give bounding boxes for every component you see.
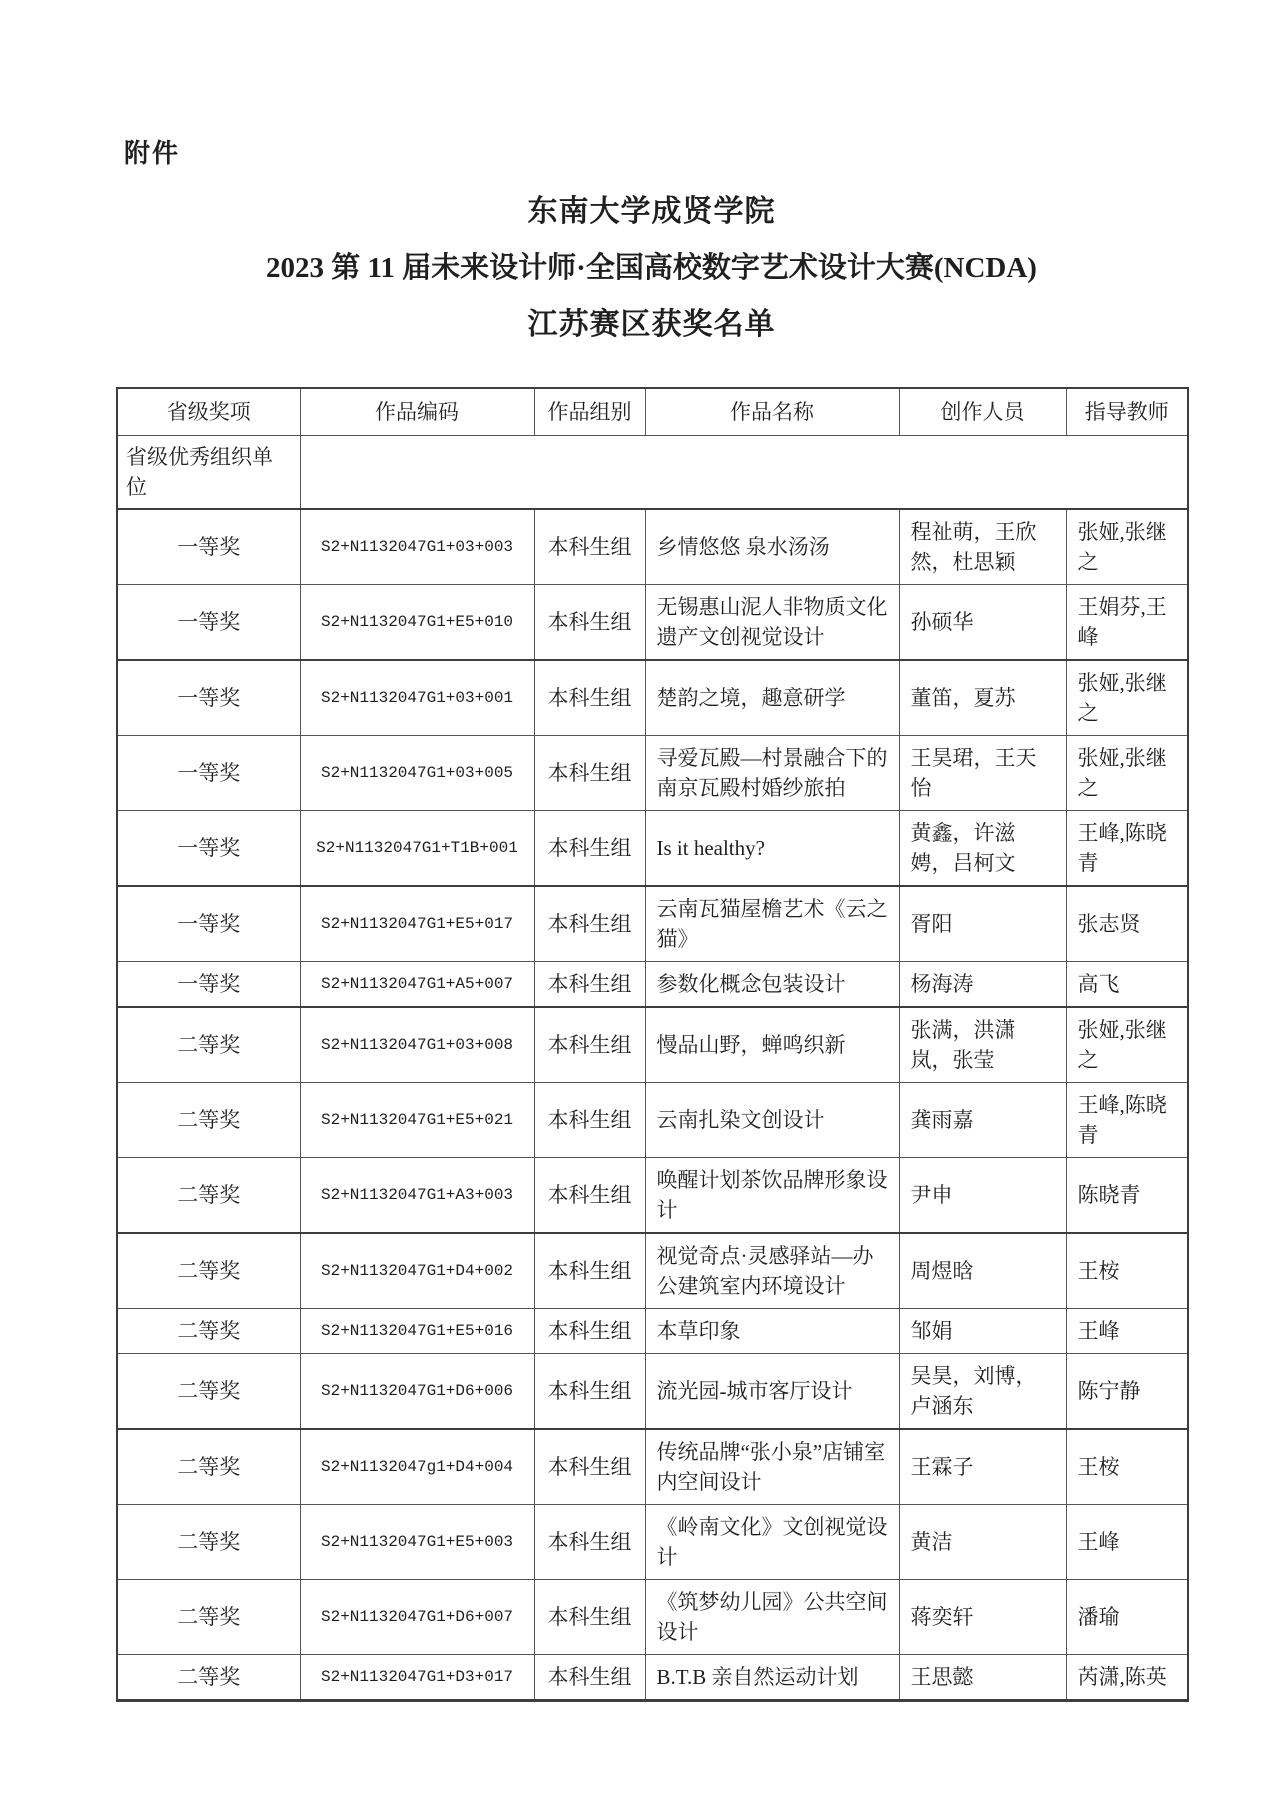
- title-cell: 参数化概念包装设计: [645, 962, 899, 1008]
- teachers-cell: 王峰: [1066, 1309, 1188, 1354]
- teachers-cell: 张娅,张继之: [1066, 736, 1188, 811]
- creators-cell: 程祉萌，王欣然，杜思颖: [899, 509, 1066, 585]
- table-row: [117, 811, 1188, 887]
- title-cell: 唤醒计划茶饮品牌形象设计: [645, 1158, 899, 1234]
- group-cell: 本科生组: [534, 1354, 645, 1430]
- creators-cell: 龚雨嘉: [899, 1083, 1066, 1158]
- group-cell: 本科生组: [534, 1655, 645, 1701]
- award-cell: 一等奖: [117, 811, 300, 887]
- award-cell: 二等奖: [117, 1309, 300, 1354]
- group-cell: 本科生组: [534, 886, 645, 962]
- table-row: [117, 660, 1188, 736]
- code-cell: S2+N1132047G1+A3+003: [300, 1158, 534, 1234]
- title-cell: 云南扎染文创设计: [645, 1083, 899, 1158]
- column-header-code: 作品编码: [300, 388, 534, 436]
- table-row: [117, 1007, 1188, 1083]
- title-cell: 视觉奇点·灵感驿站—办公建筑室内环境设计: [645, 1233, 899, 1309]
- code-cell: S2+N1132047G1+E5+016: [300, 1309, 534, 1354]
- table-row: [117, 1158, 1188, 1234]
- creators-cell: 孙硕华: [899, 585, 1066, 661]
- code-cell: S2+N1132047G1+03+005: [300, 736, 534, 811]
- code-cell: S2+N1132047g1+D4+004: [300, 1429, 534, 1505]
- table-row: [117, 1429, 1188, 1505]
- title-cell: 寻爱瓦殿—村景融合下的南京瓦殿村婚纱旅拍: [645, 736, 899, 811]
- teachers-cell: 王桉: [1066, 1429, 1188, 1505]
- group-cell: 本科生组: [534, 1580, 645, 1655]
- table-row: [117, 1354, 1188, 1430]
- creators-cell: 王昊珺，王天怡: [899, 736, 1066, 811]
- teachers-cell: 芮潇,陈英: [1066, 1655, 1188, 1701]
- table-row: [117, 1083, 1188, 1158]
- group-cell: 本科生组: [534, 1309, 645, 1354]
- code-cell: S2+N1132047G1+E5+021: [300, 1083, 534, 1158]
- teachers-cell: 张志贤: [1066, 886, 1188, 962]
- table-row: [117, 1580, 1188, 1655]
- award-cell: 二等奖: [117, 1354, 300, 1430]
- column-header-teachers: 指导教师: [1066, 388, 1188, 436]
- teachers-cell: 王桉: [1066, 1233, 1188, 1309]
- code-cell: S2+N1132047G1+D6+007: [300, 1580, 534, 1655]
- creators-cell: 蒋奕轩: [899, 1580, 1066, 1655]
- title-cell: B.T.B 亲自然运动计划: [645, 1655, 899, 1701]
- table-row: [117, 962, 1188, 1008]
- award-cell: 一等奖: [117, 962, 300, 1008]
- title-cell: 云南瓦猫屋檐艺术《云之猫》: [645, 886, 899, 962]
- awards-table-body: [117, 436, 1188, 1701]
- title-cell: Is it healthy?: [645, 811, 899, 887]
- title-cell: 流光园-城市客厅设计: [645, 1354, 899, 1430]
- creators-cell: 黄鑫，许滋娉，吕柯文: [899, 811, 1066, 887]
- code-cell: S2+N1132047G1+03+001: [300, 660, 534, 736]
- document-title-college: 东南大学成贤学院: [527, 195, 776, 228]
- code-cell: S2+N1132047G1+D6+006: [300, 1354, 534, 1430]
- code-cell: S2+N1132047G1+E5+003: [300, 1505, 534, 1580]
- teachers-cell: 潘瑜: [1066, 1580, 1188, 1655]
- code-cell: S2+N1132047G1+T1B+001: [300, 811, 534, 887]
- document-title-award-list: 江苏赛区获奖名单: [527, 308, 776, 341]
- award-cell: 二等奖: [117, 1580, 300, 1655]
- group-cell: 本科生组: [534, 1505, 645, 1580]
- code-cell: S2+N1132047G1+03+003: [300, 509, 534, 585]
- creators-cell: 邹娟: [899, 1309, 1066, 1354]
- group-cell: 本科生组: [534, 736, 645, 811]
- table-row: [117, 1309, 1188, 1354]
- group-cell: 本科生组: [534, 509, 645, 585]
- group-cell: 本科生组: [534, 1083, 645, 1158]
- group-cell: 本科生组: [534, 1158, 645, 1234]
- table-row: [117, 509, 1188, 585]
- teachers-cell: 王峰: [1066, 1505, 1188, 1580]
- header-row: [117, 388, 1188, 436]
- code-cell: S2+N1132047G1+03+008: [300, 1007, 534, 1083]
- document-content: [116, 138, 1187, 1702]
- award-cell: 二等奖: [117, 1505, 300, 1580]
- title-cell: 传统品牌“张小泉”店铺室内空间设计: [645, 1429, 899, 1505]
- table-row: [117, 736, 1188, 811]
- award-cell: 一等奖: [117, 660, 300, 736]
- table-row: [117, 1505, 1188, 1580]
- teachers-cell: 陈晓青: [1066, 1158, 1188, 1234]
- creators-cell: 王霖子: [899, 1429, 1066, 1505]
- group-cell: 本科生组: [534, 962, 645, 1008]
- org-unit-row: [117, 436, 1188, 510]
- award-cell: 一等奖: [117, 886, 300, 962]
- award-cell: 二等奖: [117, 1083, 300, 1158]
- attachment-label: 附件: [124, 138, 181, 168]
- awards-table: [116, 387, 1189, 1702]
- group-cell: 本科生组: [534, 585, 645, 661]
- table-row: [117, 886, 1188, 962]
- teachers-cell: 王峰,陈晓青: [1066, 1083, 1188, 1158]
- title-cell: 乡情悠悠 泉水汤汤: [645, 509, 899, 585]
- title-cell: 《筑梦幼儿园》公共空间设计: [645, 1580, 899, 1655]
- org-unit-empty-cell: [300, 436, 1188, 510]
- title-cell: 楚韵之境，趣意研学: [645, 660, 899, 736]
- creators-cell: 尹申: [899, 1158, 1066, 1234]
- table-row: [117, 585, 1188, 661]
- awards-table-header: [117, 388, 1188, 436]
- table-row: [117, 1655, 1188, 1701]
- group-cell: 本科生组: [534, 811, 645, 887]
- creators-cell: 王思懿: [899, 1655, 1066, 1701]
- teachers-cell: 张娅,张继之: [1066, 509, 1188, 585]
- teachers-cell: 高飞: [1066, 962, 1188, 1008]
- creators-cell: 吴昊，刘博，卢涵东: [899, 1354, 1066, 1430]
- column-header-title: 作品名称: [645, 388, 899, 436]
- award-cell: 一等奖: [117, 736, 300, 811]
- award-cell: 一等奖: [117, 509, 300, 585]
- column-header-creators: 创作人员: [899, 388, 1066, 436]
- code-cell: S2+N1132047G1+E5+010: [300, 585, 534, 661]
- column-header-group: 作品组别: [534, 388, 645, 436]
- creators-cell: 杨海涛: [899, 962, 1066, 1008]
- award-cell: 二等奖: [117, 1233, 300, 1309]
- creators-cell: 张满，洪潇岚，张莹: [899, 1007, 1066, 1083]
- group-cell: 本科生组: [534, 1233, 645, 1309]
- title-cell: 慢品山野，蝉鸣织新: [645, 1007, 899, 1083]
- creators-cell: 周煜晗: [899, 1233, 1066, 1309]
- org-unit-label: 省级优秀组织单位: [117, 436, 300, 510]
- table-row: [117, 1233, 1188, 1309]
- code-cell: S2+N1132047G1+D3+017: [300, 1655, 534, 1701]
- title-cell: 《岭南文化》文创视觉设计: [645, 1505, 899, 1580]
- code-cell: S2+N1132047G1+D4+002: [300, 1233, 534, 1309]
- title-cell: 本草印象: [645, 1309, 899, 1354]
- code-cell: S2+N1132047G1+E5+017: [300, 886, 534, 962]
- teachers-cell: 王娟芬,王峰: [1066, 585, 1188, 661]
- document-title-competition: 2023 第 11 届未来设计师·全国高校数字艺术设计大赛(NCDA): [266, 252, 1037, 284]
- group-cell: 本科生组: [534, 1007, 645, 1083]
- code-cell: S2+N1132047G1+A5+007: [300, 962, 534, 1008]
- teachers-cell: 王峰,陈晓青: [1066, 811, 1188, 887]
- award-cell: 一等奖: [117, 585, 300, 661]
- creators-cell: 黄洁: [899, 1505, 1066, 1580]
- teachers-cell: 张娅,张继之: [1066, 1007, 1188, 1083]
- award-cell: 二等奖: [117, 1158, 300, 1234]
- teachers-cell: 陈宁静: [1066, 1354, 1188, 1430]
- teachers-cell: 张娅,张继之: [1066, 660, 1188, 736]
- award-cell: 二等奖: [117, 1007, 300, 1083]
- title-cell: 无锡惠山泥人非物质文化遗产文创视觉设计: [645, 585, 899, 661]
- group-cell: 本科生组: [534, 660, 645, 736]
- creators-cell: 胥阳: [899, 886, 1066, 962]
- creators-cell: 董笛，夏苏: [899, 660, 1066, 736]
- award-cell: 二等奖: [117, 1655, 300, 1701]
- award-cell: 二等奖: [117, 1429, 300, 1505]
- group-cell: 本科生组: [534, 1429, 645, 1505]
- column-header-award: 省级奖项: [117, 388, 300, 436]
